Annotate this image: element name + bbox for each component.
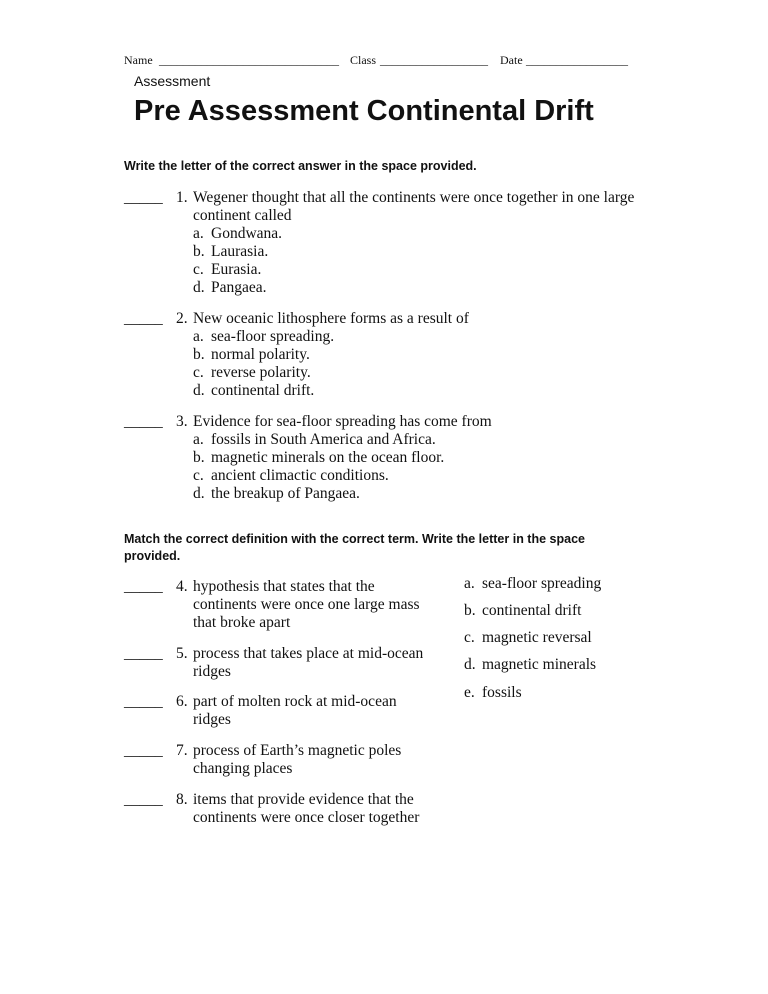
option-letter: a.: [193, 431, 204, 448]
answer-blank: _____: [124, 645, 163, 662]
option-letter: a.: [193, 225, 204, 242]
option-text: continental drift.: [211, 382, 315, 399]
option-text: ancient climactic conditions.: [211, 467, 389, 484]
question-text: Wegener thought that all the continents were once together in one large: [193, 189, 635, 206]
definition-text: ridges: [193, 711, 231, 728]
option-text: fossils in South America and Africa.: [211, 431, 436, 448]
definition-number: 8.: [176, 791, 188, 808]
term-text: magnetic minerals: [482, 656, 597, 673]
document-label: Assessment: [134, 73, 211, 89]
date-line: _________________: [526, 53, 628, 67]
definition-text: process of Earth’s magnetic poles: [193, 742, 402, 759]
question-text: continent called: [193, 207, 292, 224]
definition-number: 6.: [176, 693, 188, 710]
definition-text: continents were once one large mass: [193, 596, 420, 613]
option-text: Pangaea.: [211, 279, 267, 296]
question-text: Evidence for sea-floor spreading has come from: [193, 413, 492, 430]
option-letter: b.: [193, 449, 205, 466]
definition-text: items that provide evidence that the: [193, 791, 414, 808]
definition-text: changing places: [193, 760, 293, 777]
term-text: continental drift: [482, 602, 582, 619]
question-number: 2.: [176, 310, 188, 327]
option-letter: a.: [193, 328, 204, 345]
answer-blank: _____: [124, 693, 163, 710]
definition-number: 7.: [176, 742, 188, 759]
option-letter: b.: [193, 243, 205, 260]
section1-instruction: Write the letter of the correct answer in the space provided.: [124, 159, 477, 173]
question-number: 1.: [176, 189, 188, 206]
term-text: fossils: [482, 684, 522, 701]
answer-blank: _____: [124, 742, 163, 759]
answer-blank: _____: [124, 189, 163, 206]
term-text: magnetic reversal: [482, 629, 592, 646]
option-letter: d.: [193, 279, 205, 296]
name-line: ______________________________: [159, 53, 339, 67]
definition-number: 5.: [176, 645, 188, 662]
option-letter: c.: [193, 467, 204, 484]
answer-blank: _____: [124, 578, 163, 595]
term-letter: c.: [464, 629, 475, 646]
option-letter: d.: [193, 382, 205, 399]
definition-text: that broke apart: [193, 614, 291, 631]
answer-blank: _____: [124, 310, 163, 327]
definition-text: ridges: [193, 663, 231, 680]
class-label: Class: [350, 53, 377, 67]
term-letter: a.: [464, 575, 475, 592]
definition-number: 4.: [176, 578, 188, 595]
option-letter: b.: [193, 346, 205, 363]
option-text: reverse polarity.: [211, 364, 311, 381]
name-label: Name: [124, 53, 153, 67]
definition-text: process that takes place at mid-ocean: [193, 645, 424, 662]
page-title: Pre Assessment Continental Drift: [134, 95, 594, 127]
question-number: 3.: [176, 413, 188, 430]
definition-text: continents were once closer together: [193, 809, 420, 826]
option-letter: c.: [193, 364, 204, 381]
term-letter: e.: [464, 684, 475, 701]
term-letter: d.: [464, 656, 476, 673]
term-text: sea-floor spreading: [482, 575, 602, 592]
option-letter: d.: [193, 485, 205, 502]
class-line: __________________: [380, 53, 488, 67]
option-text: sea-floor spreading.: [211, 328, 335, 345]
definition-text: hypothesis that states that the: [193, 578, 375, 595]
section2-instruction: Match the correct definition with the correct term. Write the letter in the space provided.: [124, 532, 585, 563]
term-letter: b.: [464, 602, 476, 619]
answer-blank: _____: [124, 413, 163, 430]
option-text: normal polarity.: [211, 346, 310, 363]
option-text: Gondwana.: [211, 225, 283, 242]
option-text: the breakup of Pangaea.: [211, 485, 360, 502]
option-text: Laurasia.: [211, 243, 269, 260]
answer-blank: _____: [124, 791, 163, 808]
definition-text: part of molten rock at mid-ocean: [193, 693, 397, 710]
question-text: New oceanic lithosphere forms as a result of: [193, 310, 469, 327]
date-label: Date: [500, 53, 523, 67]
option-text: magnetic minerals on the ocean floor.: [211, 449, 445, 466]
option-text: Eurasia.: [211, 261, 262, 278]
option-letter: c.: [193, 261, 204, 278]
